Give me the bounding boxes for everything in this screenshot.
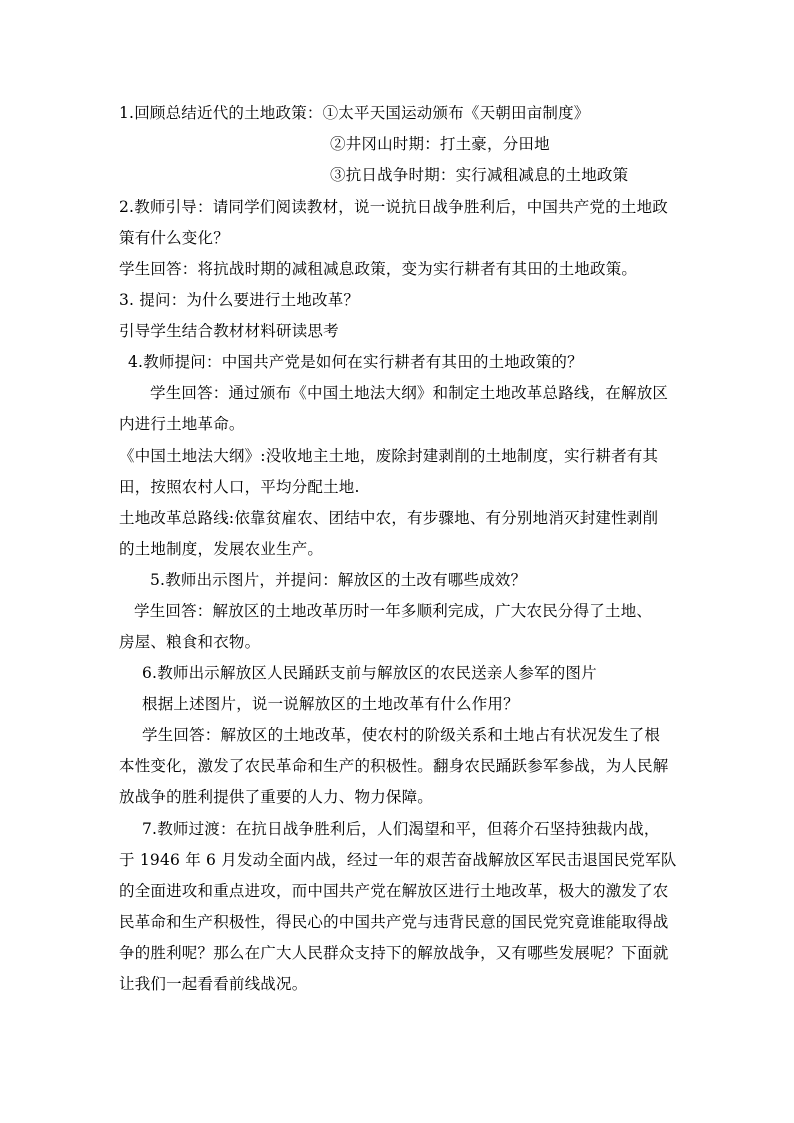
text-line-3: ③抗日战争时期：实行减租减息的土地政策 <box>330 166 629 184</box>
text-line-24: 7.教师过渡：在抗日战争胜利后，人们渴望和平，但蒋介石坚持独裁内战， <box>142 820 660 838</box>
text-line-16: 5.教师出示图片，并提问：解放区的土改有哪些成效？ <box>150 571 527 589</box>
text-line-28: 争的胜利呢？那么在广大人民群众支持下的解放战争，又有哪些发展呢？下面就 <box>119 944 669 962</box>
text-line-19: 6.教师出示解放区人民踊跃支前与解放区的农民送亲人参军的图片 <box>142 664 597 682</box>
text-line-17: 学生回答：解放区的土地改革历时一年多顺利完成，广大农民分得了土地、 <box>134 602 653 620</box>
text-line-9: 4.教师提问：中国共产党是如何在实行耕者有其田的土地政策的？ <box>128 353 583 371</box>
text-line-20: 根据上述图片，说一说解放区的土地改革有什么作用？ <box>142 695 519 713</box>
text-line-8: 引导学生结合教材材料研读思考 <box>119 322 339 340</box>
text-line-10: 学生回答：通过颁布《中国土地法大纲》和制定土地改革总路线，在解放区 <box>150 384 669 402</box>
text-line-22: 本性变化，激发了农民革命和生产的积极性。翻身农民踊跃参军参战，为人民解 <box>119 757 669 775</box>
text-line-5: 策有什么变化？ <box>119 229 229 247</box>
text-line-15: 的土地制度，发展农业生产。 <box>119 540 324 558</box>
text-line-13: 田，按照农村人口，平均分配土地. <box>119 478 360 496</box>
text-line-14: 土地改革总路线:依靠贫雇农、团结中农，有步骤地、有分别地消灭封建性剥削 <box>119 509 659 527</box>
text-line-27: 民革命和生产积极性，得民心的中国共产党与违背民意的国民党究竟谁能取得战 <box>119 913 669 931</box>
text-line-1: 1.回顾总结近代的土地政策：①太平天国运动颁布《天朝田亩制度》 <box>119 104 590 122</box>
text-line-4: 2.教师引导：请同学们阅读教材，说一说抗日战争胜利后，中国共产党的土地政 <box>119 198 668 216</box>
text-line-21: 学生回答：解放区的土地改革，使农村的阶级关系和土地占有状况发生了根 <box>142 726 661 744</box>
text-line-26: 的全面进攻和重点进攻，而中国共产党在解放区进行土地改革，极大的激发了农 <box>119 882 669 900</box>
text-line-11: 内进行土地革命。 <box>119 415 245 433</box>
text-line-25: 于 1946 年 6 月发动全面内战，经过一年的艰苦奋战解放区军民击退国民党军队 <box>119 851 677 869</box>
text-line-7: 3. 提问：为什么要进行土地改革？ <box>119 291 360 309</box>
text-line-12: 《中国土地法大纲》:没收地主土地，废除封建剥削的土地制度，实行耕者有其 <box>119 447 659 465</box>
text-line-6: 学生回答：将抗战时期的减租减息政策，变为实行耕者有其田的土地政策。 <box>119 260 638 278</box>
text-line-23: 放战争的胜利提供了重要的人力、物力保障。 <box>119 788 434 806</box>
text-line-18: 房屋、粮食和衣物。 <box>119 633 261 651</box>
text-line-29: 让我们一起看看前线战况。 <box>119 975 308 993</box>
text-line-2: ②井冈山时期：打土豪，分田地 <box>330 135 550 153</box>
